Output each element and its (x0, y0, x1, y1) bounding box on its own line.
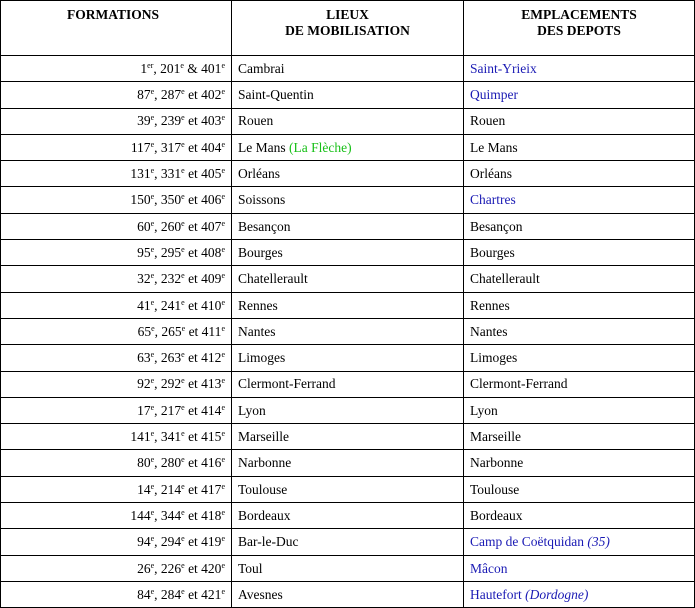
formation-suffix: e (221, 297, 225, 307)
formation-number: 80 (137, 455, 151, 471)
formation-number: et 414 (184, 402, 222, 418)
formation-suffix: e (181, 166, 185, 176)
formation-suffix: e (150, 350, 155, 360)
formation-suffix: e (181, 244, 185, 254)
formation-suffix: e (150, 139, 155, 149)
formation-cell (1, 213, 232, 239)
formation-number: 92 (137, 376, 151, 392)
table-row (1, 240, 695, 266)
formation-suffix: e (221, 323, 225, 333)
depot-name: Chatellerault (470, 271, 540, 287)
formation-suffix: e (150, 560, 155, 570)
formation-suffix: e (221, 271, 225, 281)
formation-suffix: e (150, 455, 155, 465)
depot-name: Camp de Coëtquidan (470, 534, 584, 550)
lieu-name: Nantes (238, 323, 276, 339)
depot-name: Bordeaux (470, 507, 523, 523)
depot-name: Saint-Yrieix (470, 60, 537, 76)
lieu-name: Rouen (238, 113, 274, 129)
table-row (1, 292, 695, 318)
header-depots (464, 1, 695, 56)
formation-cell (1, 476, 232, 502)
depot-cell (464, 503, 695, 529)
table-row (1, 318, 695, 344)
formation-number: 17 (137, 402, 151, 418)
formation-suffix: e (221, 481, 225, 491)
formation-number: , 201 (153, 60, 181, 76)
lieu-cell (232, 318, 464, 344)
table-row (1, 581, 695, 607)
formation-suffix: e (221, 534, 225, 544)
formation-suffix: e (150, 481, 155, 491)
formation-cell (1, 266, 232, 292)
formation-number: , 317 (154, 139, 182, 155)
lieu-name: Clermont-Ferrand (238, 376, 336, 392)
lieu-name: Bordeaux (238, 507, 291, 523)
formation-suffix: e (150, 376, 155, 386)
table-row (1, 397, 695, 423)
lieu-cell (232, 555, 464, 581)
formation-suffix: e (180, 60, 184, 70)
formation-number: , 295 (154, 244, 182, 260)
table-row (1, 476, 695, 502)
depot-name: Hautefort (470, 586, 522, 602)
formation-number: , 265 (154, 323, 182, 339)
formation-suffix: e (221, 350, 225, 360)
formation-number: , 350 (154, 192, 182, 208)
formation-cell (1, 292, 232, 318)
lieu-cell (232, 450, 464, 476)
formation-number: et 408 (184, 244, 222, 260)
table-row (1, 555, 695, 581)
formation-cell (1, 134, 232, 160)
formation-cell (1, 371, 232, 397)
lieu-note: (La Flèche) (289, 139, 352, 155)
formation-suffix: e (181, 534, 185, 544)
formation-number: 95 (137, 244, 151, 260)
formation-number: , 241 (154, 297, 182, 313)
header-row (1, 1, 695, 56)
depot-cell (464, 318, 695, 344)
depot-name: Mâcon (470, 560, 508, 576)
formation-suffix: e (221, 586, 225, 596)
formation-suffix: e (181, 297, 185, 307)
formation-suffix: e (150, 87, 155, 97)
lieu-cell (232, 292, 464, 318)
lieu-name: Bourges (238, 244, 283, 260)
formation-number: , 239 (154, 113, 182, 129)
formation-suffix: e (181, 586, 185, 596)
formation-suffix: e (181, 192, 185, 202)
formation-number: 39 (137, 113, 151, 129)
table-row (1, 56, 695, 82)
depot-cell (464, 108, 695, 134)
formation-suffix: e (221, 87, 225, 97)
formation-number: et 409 (184, 271, 222, 287)
formation-number: , 263 (154, 350, 182, 366)
formation-suffix: e (181, 429, 185, 439)
formation-suffix: e (221, 402, 225, 412)
depot-cell (464, 450, 695, 476)
formation-number: et 404 (184, 139, 222, 155)
lieu-cell (232, 240, 464, 266)
depot-name: Bourges (470, 244, 515, 260)
formation-number: , 344 (154, 507, 182, 523)
formation-cell (1, 108, 232, 134)
formation-number: 141 (130, 429, 151, 445)
depot-name: Quimper (470, 87, 518, 103)
formation-cell (1, 424, 232, 450)
formation-number: et 421 (184, 586, 222, 602)
formation-number: , 214 (154, 481, 182, 497)
formation-suffix: e (150, 192, 155, 202)
formation-suffix: e (150, 534, 155, 544)
lieu-cell (232, 345, 464, 371)
formation-suffix: e (181, 323, 186, 333)
formation-number: 1 (140, 60, 148, 76)
lieu-cell (232, 187, 464, 213)
depot-note: (35) (587, 534, 610, 550)
lieu-cell (232, 108, 464, 134)
header-lieux (232, 1, 464, 56)
formation-number: 150 (130, 192, 151, 208)
formation-suffix: e (151, 323, 155, 333)
formation-cell (1, 187, 232, 213)
formation-number: et 419 (184, 534, 222, 550)
table-row (1, 161, 695, 187)
lieu-name: Lyon (238, 402, 266, 418)
lieu-cell (232, 503, 464, 529)
formation-suffix: e (221, 429, 225, 439)
header-formations-label: FORMATIONS (67, 7, 160, 22)
formation-suffix: e (181, 113, 185, 123)
lieu-name: Chatellerault (238, 271, 308, 287)
depot-name: Rouen (470, 113, 506, 129)
table-row (1, 371, 695, 397)
formation-number: , 287 (154, 87, 182, 103)
formation-suffix: e (221, 113, 225, 123)
formation-number: et 402 (184, 87, 222, 103)
lieu-name: Cambrai (238, 60, 285, 76)
formation-cell (1, 161, 232, 187)
table-body (1, 56, 695, 608)
formation-suffix: e (221, 166, 225, 176)
lieu-cell (232, 213, 464, 239)
depot-name: Marseille (470, 429, 521, 445)
formation-suffix: e (150, 244, 155, 254)
depot-cell (464, 134, 695, 160)
depot-name: Besançon (470, 218, 523, 234)
formation-number: 14 (137, 481, 151, 497)
header-depots-line2: DES DEPOTS (537, 22, 621, 38)
formation-cell (1, 503, 232, 529)
lieu-cell (232, 56, 464, 82)
formation-number: , 292 (154, 376, 182, 392)
formation-suffix: e (221, 560, 225, 570)
lieu-cell (232, 82, 464, 108)
lieu-cell (232, 529, 464, 555)
depot-name: Narbonne (470, 455, 524, 471)
table-row (1, 424, 695, 450)
formation-suffix: e (181, 218, 185, 228)
formation-suffix: e (181, 87, 185, 97)
formation-suffix: e (181, 139, 185, 149)
formation-number: , 280 (154, 455, 182, 471)
formation-cell (1, 450, 232, 476)
lieu-name: Toulouse (238, 481, 288, 497)
formation-number: 26 (137, 560, 151, 576)
formation-suffix: e (221, 507, 225, 517)
formation-suffix: e (181, 271, 185, 281)
lieu-cell (232, 266, 464, 292)
depot-cell (464, 240, 695, 266)
depot-name: Nantes (470, 323, 508, 339)
table-row (1, 345, 695, 371)
formation-number: et 405 (184, 166, 222, 182)
formation-number: & 401 (183, 60, 222, 76)
formation-number: et 406 (184, 192, 222, 208)
formation-suffix: e (181, 560, 185, 570)
depot-cell (464, 397, 695, 423)
formation-cell (1, 56, 232, 82)
formation-suffix: e (150, 297, 155, 307)
formation-suffix: e (150, 402, 155, 412)
formation-number: et 403 (184, 113, 222, 129)
formation-number: et 412 (184, 350, 222, 366)
header-formations (1, 1, 232, 56)
depot-name: Chartres (470, 192, 516, 208)
formation-number: , 232 (154, 271, 182, 287)
formation-suffix: e (221, 218, 225, 228)
formation-number: , 284 (154, 586, 182, 602)
formation-cell (1, 240, 232, 266)
formation-number: et 410 (184, 297, 222, 313)
formation-suffix: e (181, 481, 185, 491)
formation-number: 117 (130, 139, 151, 155)
depot-name: Orléans (470, 166, 512, 182)
lieu-name: Narbonne (238, 455, 292, 471)
formation-number: et 407 (184, 218, 222, 234)
table-row (1, 529, 695, 555)
formation-suffix: e (221, 60, 225, 70)
formation-suffix: e (150, 586, 155, 596)
depot-cell (464, 424, 695, 450)
formation-number: 63 (137, 350, 151, 366)
lieu-cell (232, 424, 464, 450)
depot-cell (464, 161, 695, 187)
depot-cell (464, 581, 695, 607)
depot-note: (Dordogne) (525, 586, 589, 602)
header-depots-line1: EMPLACEMENTS (521, 7, 637, 22)
lieu-name: Le Mans (238, 139, 286, 155)
table-row (1, 503, 695, 529)
formation-cell (1, 345, 232, 371)
formation-suffix: e (150, 218, 155, 228)
depot-cell (464, 476, 695, 502)
formation-cell (1, 397, 232, 423)
table-row (1, 266, 695, 292)
formation-cell (1, 555, 232, 581)
formation-cell (1, 529, 232, 555)
formation-number: 41 (137, 297, 151, 313)
formation-number: , 341 (154, 429, 182, 445)
depot-cell (464, 213, 695, 239)
depot-name: Toulouse (470, 481, 520, 497)
table-row (1, 450, 695, 476)
formation-suffix: e (150, 271, 155, 281)
formation-number: 87 (137, 87, 151, 103)
formation-suffix: e (181, 402, 185, 412)
depot-name: Rennes (470, 297, 510, 313)
formation-number: 32 (137, 271, 151, 287)
lieu-cell (232, 371, 464, 397)
formation-suffix: e (150, 166, 155, 176)
formation-number: et 416 (184, 455, 222, 471)
depot-cell (464, 292, 695, 318)
formation-number: , 294 (154, 534, 182, 550)
formation-number: et 413 (184, 376, 222, 392)
formation-suffix: e (150, 113, 155, 123)
lieu-name: Bar-le-Duc (238, 534, 299, 550)
formation-number: et 411 (185, 323, 222, 339)
formation-number: 65 (137, 323, 152, 339)
formation-number: 144 (130, 507, 151, 523)
formation-number: et 420 (184, 560, 222, 576)
formation-suffix: e (221, 244, 225, 254)
lieu-name: Soissons (238, 192, 286, 208)
formation-suffix: e (181, 350, 185, 360)
table-row (1, 108, 695, 134)
depot-name: Lyon (470, 402, 498, 418)
formation-suffix: e (181, 455, 185, 465)
depot-cell (464, 82, 695, 108)
formation-number: , 260 (154, 218, 182, 234)
formation-cell (1, 581, 232, 607)
formation-number: et 417 (184, 481, 222, 497)
formation-number: et 415 (184, 429, 222, 445)
table-row (1, 134, 695, 160)
formation-number: 131 (130, 166, 151, 182)
depot-cell (464, 371, 695, 397)
depot-cell (464, 555, 695, 581)
depot-cell (464, 345, 695, 371)
formation-cell (1, 82, 232, 108)
depot-name: Le Mans (470, 139, 518, 155)
header-lieux-line2: DE MOBILISATION (285, 22, 410, 38)
lieu-cell (232, 397, 464, 423)
lieu-name: Orléans (238, 166, 280, 182)
formation-number: , 226 (154, 560, 182, 576)
formation-suffix: e (221, 192, 225, 202)
lieu-cell (232, 161, 464, 187)
formation-suffix: e (150, 507, 155, 517)
depot-name: Limoges (470, 350, 518, 366)
lieu-name: Limoges (238, 350, 286, 366)
lieu-cell (232, 581, 464, 607)
lieu-cell (232, 134, 464, 160)
depot-cell (464, 56, 695, 82)
formation-suffix: e (150, 429, 155, 439)
formation-number: 94 (137, 534, 151, 550)
lieu-name: Toul (238, 560, 263, 576)
formation-suffix: e (221, 376, 225, 386)
lieu-name: Avesnes (238, 586, 283, 602)
lieu-name: Marseille (238, 429, 289, 445)
lieu-cell (232, 476, 464, 502)
formation-suffix: er (147, 60, 154, 70)
formation-cell (1, 318, 232, 344)
lieu-name: Saint-Quentin (238, 87, 314, 103)
formation-suffix: e (221, 139, 225, 149)
table-row (1, 82, 695, 108)
formation-suffix: e (181, 376, 185, 386)
formation-number: 60 (137, 218, 151, 234)
depot-name: Clermont-Ferrand (470, 376, 568, 392)
depot-cell (464, 187, 695, 213)
formation-number: , 331 (154, 166, 182, 182)
formation-number: et 418 (184, 507, 222, 523)
header-lieux-line1: LIEUX (326, 7, 369, 22)
lieu-name: Rennes (238, 297, 278, 313)
formation-number: , 217 (154, 402, 182, 418)
table-row (1, 213, 695, 239)
depot-cell (464, 266, 695, 292)
lieu-name: Besançon (238, 218, 291, 234)
formation-suffix: e (221, 455, 225, 465)
depot-cell (464, 529, 695, 555)
formation-suffix: e (181, 507, 185, 517)
formation-number: 84 (137, 586, 151, 602)
table-row (1, 187, 695, 213)
